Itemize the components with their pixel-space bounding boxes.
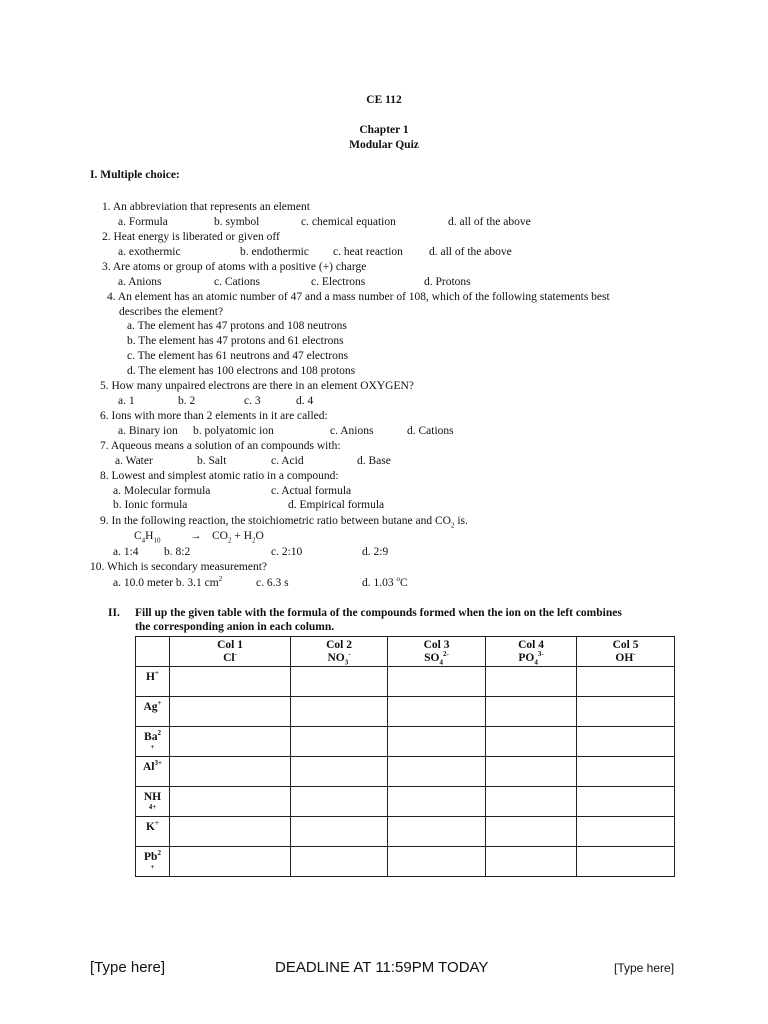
q7-option-b: b. Salt [197, 455, 227, 467]
q8-option-c-actual: c. Actual formula [271, 485, 352, 497]
footer-right-placeholder[interactable]: [Type here] [614, 961, 675, 975]
table-row [136, 817, 675, 847]
q6-option-c: c. Anions [330, 425, 374, 437]
q1-option-b: b. symbol [214, 216, 260, 228]
course-code: CE 112 [366, 94, 402, 106]
question-5: 5. How many unpaired electrons are there in an element OXYGEN? [100, 380, 414, 392]
q2-option-c: c. heat reaction [333, 246, 403, 258]
answer-cell[interactable] [170, 697, 291, 727]
q6-option-b: b. polyatomic ion [193, 425, 274, 437]
quiz-title: Modular Quiz [349, 139, 419, 151]
answer-cell[interactable] [170, 847, 291, 877]
table-row [136, 757, 675, 787]
section-2-instruction-line-1: Fill up the given table with the formula of the compounds formed when the ion on the left combines [135, 607, 622, 619]
table-corner-cell [136, 637, 170, 667]
q9-option-c: c. 2:10 [271, 546, 303, 558]
answer-cell[interactable] [388, 667, 486, 697]
q3-option-c: c. Electrons [311, 276, 366, 288]
answer-cell[interactable] [486, 787, 577, 817]
answer-cell[interactable] [291, 817, 388, 847]
col-5-header: Col 5 OH- [577, 637, 675, 667]
section-2-instruction-line-2: the corresponding anion in each column. [135, 621, 335, 633]
answer-cell[interactable] [577, 757, 675, 787]
q3-option-a: a. Anions [118, 276, 162, 288]
q2-option-d: d. all of the above [429, 246, 512, 258]
question-6: 6. Ions with more than 2 elements in it are called: [100, 410, 328, 422]
table-row [136, 847, 675, 877]
table-row [136, 727, 675, 757]
table-header-row [136, 637, 675, 667]
question-8: 8. Lowest and simplest atomic ratio in a compound: [100, 470, 339, 482]
row-ion-ba: $Ba^2$ + [136, 727, 170, 757]
answer-cell[interactable] [486, 847, 577, 877]
footer-deadline: DEADLINE AT 11:59PM TODAY [275, 959, 489, 976]
answer-cell[interactable] [170, 667, 291, 697]
q7-option-c: c. Acid [271, 455, 304, 467]
question-1: 1. An abbreviation that represents an element [102, 201, 310, 213]
footer-left-placeholder[interactable]: [Type here] [90, 959, 166, 976]
answer-cell[interactable] [388, 757, 486, 787]
answer-cell[interactable] [291, 787, 388, 817]
q1-option-a: a. Formula [118, 216, 168, 228]
answer-cell[interactable] [291, 697, 388, 727]
answer-cell[interactable] [291, 757, 388, 787]
q10-option-d: d. 1.03 $^o$C [362, 575, 408, 589]
answer-cell[interactable] [291, 667, 388, 697]
answer-cell[interactable] [486, 697, 577, 727]
question-10: 10. Which is secondary measurement? [90, 561, 268, 573]
answer-cell[interactable] [170, 727, 291, 757]
question-4-line-2: describes the element? [119, 306, 224, 318]
answer-cell[interactable] [577, 697, 675, 727]
answer-cell[interactable] [388, 817, 486, 847]
q4-option-c: c. The element has 61 neutrons and 47 electrons [127, 350, 349, 362]
answer-cell[interactable] [486, 667, 577, 697]
answer-cell[interactable] [291, 847, 388, 877]
q5-option-b: b. 2 [178, 395, 196, 407]
table-row [136, 787, 675, 817]
answer-cell[interactable] [577, 667, 675, 697]
answer-cell[interactable] [577, 787, 675, 817]
q3-option-b: c. Cations [214, 276, 260, 288]
answer-cell[interactable] [170, 787, 291, 817]
table-row [136, 667, 675, 697]
q8-option-a: a. Molecular formula [113, 485, 211, 497]
row-ion-h: H+ [136, 667, 170, 697]
section-2-number: II. [108, 607, 120, 619]
answer-cell[interactable] [170, 757, 291, 787]
answer-cell[interactable] [388, 697, 486, 727]
question-3: 3. Are atoms or group of atoms with a positive (+) charge [102, 261, 367, 273]
question-4-line-1: 4. An element has an atomic number of 47 and a mass number of 108, which of the following statements best [107, 291, 610, 303]
answer-cell[interactable] [577, 727, 675, 757]
q4-option-b: b. The element has 47 protons and 61 electrons [127, 335, 344, 347]
q1-option-c: c. chemical equation [301, 216, 396, 228]
q5-option-c: c. 3 [244, 395, 261, 407]
answer-cell[interactable] [577, 847, 675, 877]
table-row [136, 697, 675, 727]
q5-option-d: d. 4 [296, 395, 314, 407]
col-2-header: Col 2 $NO_3^-$ [291, 637, 388, 667]
question-7: 7. Aqueous means a solution of an compounds with: [100, 440, 341, 452]
q4-option-a: a. The element has 47 protons and 108 neutrons [127, 320, 347, 332]
q2-option-a: a. exothermic [118, 246, 181, 258]
q9-option-d: d. 2:9 [362, 546, 389, 558]
answer-cell[interactable] [388, 727, 486, 757]
question-2: 2. Heat energy is liberated or given off [102, 231, 280, 243]
answer-cell[interactable] [486, 757, 577, 787]
row-ion-al: $Al^{3+}$ [136, 757, 170, 787]
q6-option-a: a. Binary ion [118, 425, 178, 437]
row-ion-pb: $Pb^2$ + [136, 847, 170, 877]
col-3-header: Col 3 $SO_4^{2-}$ [388, 637, 486, 667]
chapter-title: Chapter 1 [359, 124, 409, 136]
q2-option-b: b. endothermic [240, 246, 309, 258]
answer-cell[interactable] [388, 847, 486, 877]
q9-option-b: b. 8:2 [164, 546, 191, 558]
q9-option-a: a. 1:4 [113, 546, 139, 558]
q7-option-d: d. Base [357, 455, 391, 467]
compound-table [135, 636, 675, 877]
q9-products: $CO_2 + H_2O$ [212, 530, 264, 545]
q3-option-d: d. Protons [424, 276, 471, 288]
answer-cell[interactable] [486, 817, 577, 847]
answer-cell[interactable] [291, 727, 388, 757]
col-1-header: Col 1 Cl- [170, 637, 291, 667]
row-ion-ag: Ag+ [136, 697, 170, 727]
q6-option-d: d. Cations [407, 425, 454, 437]
q8-option-d: d. Empirical formula [288, 499, 385, 511]
answer-cell[interactable] [577, 817, 675, 847]
q4-option-d: d. The element has 100 electrons and 108 protons [127, 365, 356, 377]
q7-option-a: a. Water [115, 455, 153, 467]
col-4-header: Col 4 $PO_4^{3-}$ [486, 637, 577, 667]
q8-option-b-ionic: b. Ionic formula [113, 499, 188, 511]
question-9: 9. In the following reaction, the stoichiometric ratio between butane and $CO_2$ is. [100, 515, 468, 530]
answer-cell[interactable] [486, 727, 577, 757]
answer-cell[interactable] [388, 787, 486, 817]
row-ion-k: K+ [136, 817, 170, 847]
q5-option-a: a. 1 [118, 395, 135, 407]
q10-option-c: c. 6.3 s [256, 577, 289, 589]
q1-option-d: d. all of the above [448, 216, 531, 228]
row-ion-nh4: NH 4+ [136, 787, 170, 817]
section-1-title: I. Multiple choice: [90, 169, 180, 181]
answer-cell[interactable] [170, 817, 291, 847]
q9-reactant-butane: $C_4H_{10}$ [134, 530, 161, 545]
q10-option-a-b: a. 10.0 meter b. 3.1 $cm^2$ [113, 575, 223, 589]
reaction-arrow-icon: → [190, 530, 202, 542]
